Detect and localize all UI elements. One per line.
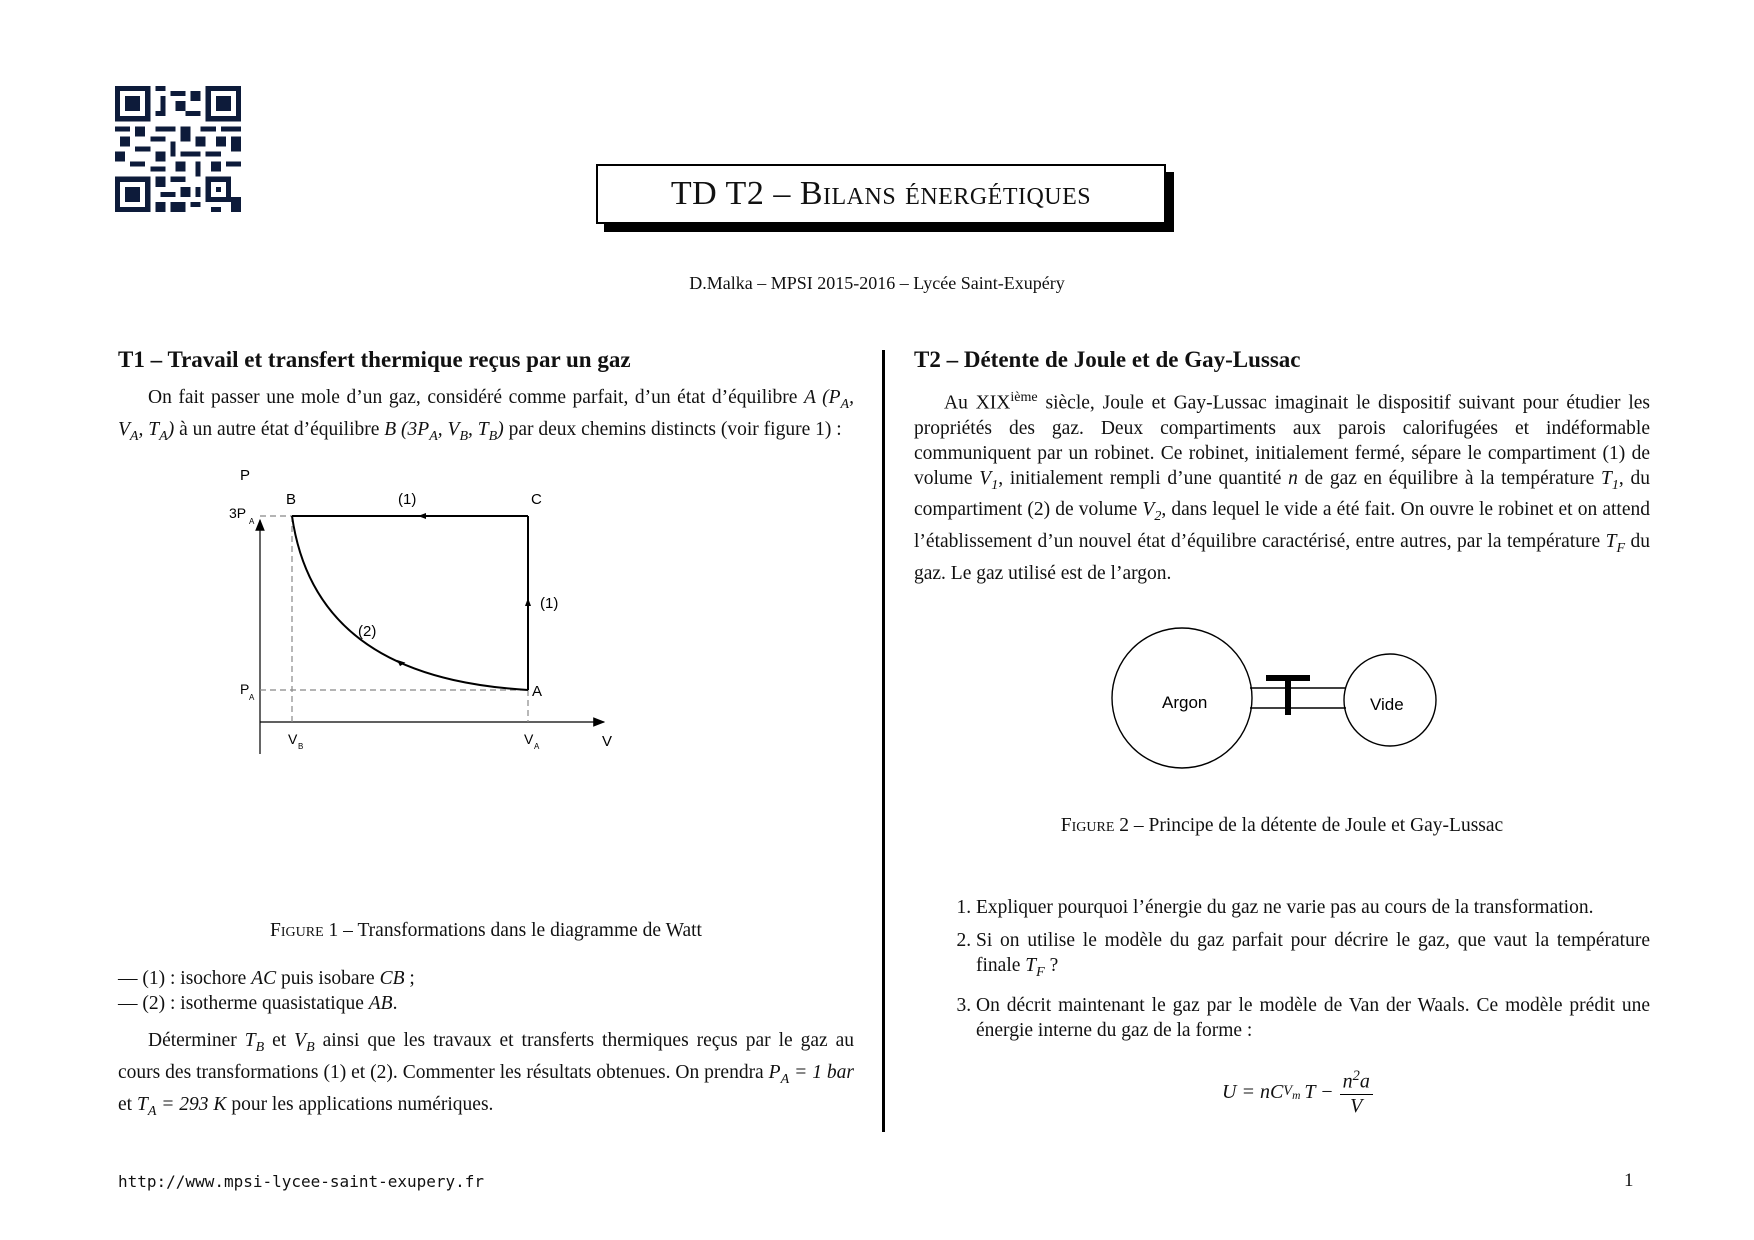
list-item: — (2) : isotherme quasistatique AB.	[118, 993, 398, 1014]
svg-text:A: A	[249, 693, 255, 702]
path1-top-label: (1)	[398, 491, 417, 508]
path-1	[292, 513, 531, 690]
exercise-t1-details	[118, 966, 854, 1124]
figure-2-caption: Figure 2 – Principe de la détente de Joule et Gay-Lussac	[1060, 815, 1504, 836]
exercise-t1-number: T1	[118, 347, 145, 372]
qr-code-icon	[115, 86, 241, 212]
footer-link[interactable]: http://www.mpsi-lycee-saint-exupery.fr	[118, 1172, 485, 1191]
path1-right-label: (1)	[540, 595, 559, 612]
svg-text:A: A	[534, 742, 540, 751]
p-axis-label: P	[240, 467, 251, 484]
pa-label: P	[240, 681, 250, 697]
watt-diagram	[229, 467, 710, 838]
exercise-t2-intro: Au XIXième siècle, Joule et Gay-Lussac imaginait le dispositif suivant pour étudier les propriétés des gaz. Deux compartiments aux parois calorifugées et indéformable communiquent par un robinet. Ce robinet, initialement fermé, sépare le compartiment (1) de volume $V_1$, initialement rempli d’une quantité n de gaz en équilibre à la température $T_1$, du compartiment (2) de volume $V_2$, dans lequel le vide a été fait. On ouvre le robinet et on attend l’établissement d’un nouvel état d’équilibre caractérisé, entre autres, par la température $T_F$ du gaz. Le gaz utilisé est de l’argon.	[914, 389, 1651, 585]
list-item: 2. Si on utilise le modèle du gaz parfait pour décrire le gaz, que vaut la température finale $T_F$ ?	[976, 928, 1650, 985]
point-a-label: A	[532, 683, 543, 700]
joule-gay-lussac-diagram	[1110, 620, 1450, 780]
list-item: 1. Expliquer pourquoi l’énergie du gaz ne varie pas au cours de la transformation.	[976, 895, 1650, 920]
document-title	[596, 164, 1166, 224]
page-number: 1	[1624, 1170, 1634, 1191]
point-c-label: C	[531, 491, 542, 508]
exercise-t2-questions	[914, 895, 1650, 1051]
exercise-t2-heading: T2 – Détente de Joule et de Gay-Lussac	[914, 347, 1301, 372]
path-2	[292, 516, 528, 690]
list-item: — (1) : isochore AC puis isobare CB ;	[118, 968, 415, 989]
document-title-text: TD T2 – Bilans énergétiques	[670, 175, 1092, 212]
exercise-t1-question: Déterminer $T_B$ et $V_B$ ainsi que les travaux et transferts thermiques reçus par le gaz au cours des transformations (1) et (2). Commenter les résultats obtenues. On prendra $P_A = 1$ bar et $T_A = 293$ K pour les applications numériques.	[118, 1030, 855, 1119]
va-label: V	[524, 731, 534, 747]
argon-label: Argon	[1162, 693, 1208, 712]
exercise-t2	[914, 345, 1650, 586]
exercise-t2-title: Détente de Joule et de Gay-Lussac	[963, 347, 1301, 372]
v-axis-label: V	[602, 733, 613, 750]
exercise-t2-number: T2	[914, 347, 941, 372]
transformations-list	[118, 966, 854, 1016]
column-separator	[882, 350, 885, 1132]
svg-text:A: A	[249, 517, 255, 526]
exercise-t1-intro: On fait passer une mole d’un gaz, considéré comme parfait, d’un état d’équilibre A ($P_A$, $V_A$, $T_A$) à un autre état d’équilibre B ($3P_A$, $V_B$, $T_B$) par deux chemins distincts (voir figure 1) :	[118, 387, 854, 444]
exercise-t1-heading: T1 – Travail et transfert thermique reçus par un gaz	[118, 347, 631, 372]
list-item: 3. On décrit maintenant le gaz par le modèle de Van der Waals. Ce modèle prédit une énergie interne du gaz de la forme :	[976, 993, 1650, 1043]
vb-label: V	[288, 731, 298, 747]
vide-label: Vide	[1370, 695, 1404, 714]
svg-text:B: B	[298, 742, 304, 751]
figure-1-caption: Figure 1 – Transformations dans le diagramme de Watt	[270, 920, 702, 941]
exercise-t1	[118, 345, 854, 449]
exercise-t1-title: Travail et transfert thermique reçus par un gaz	[167, 347, 631, 372]
path2-label: (2)	[358, 623, 377, 640]
document-subtitle: D.Malka – MPSI 2015-2016 – Lycée Saint-Exupéry	[689, 273, 1065, 293]
valve-icon	[1266, 675, 1310, 715]
van-der-waals-formula: U = nC $V_m$ T − $\frac{n^2a}{V}$	[1222, 1068, 1373, 1118]
three-pa-label: 3P	[229, 505, 247, 521]
point-b-label: B	[286, 491, 297, 508]
